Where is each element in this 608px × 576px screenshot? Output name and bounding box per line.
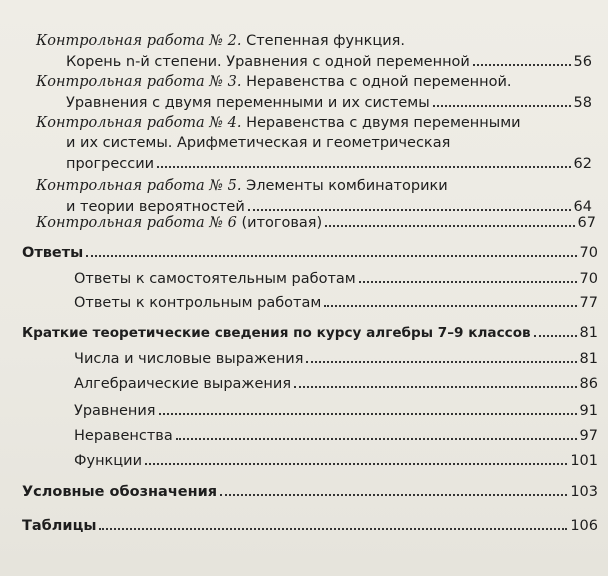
leader-dots (145, 450, 567, 465)
leader-dots (359, 268, 577, 283)
toc-entry-kr4[interactable] (36, 113, 592, 174)
page-number: 101 (570, 453, 598, 469)
leader-dots (220, 481, 567, 496)
toc-entry-answers-sr[interactable] (74, 268, 598, 289)
entry-label: Числа и числовые выражения (74, 351, 304, 367)
entry-title: Степенная функция. (241, 33, 406, 49)
leader-dots (534, 322, 577, 337)
page-number: 106 (570, 518, 598, 534)
page-number: 67 (577, 215, 596, 231)
entry-title: (итоговая) (236, 215, 323, 231)
toc-entry-numbers[interactable] (74, 348, 598, 369)
leader-dots (159, 400, 577, 415)
leader-dots (433, 92, 571, 107)
page-number: 70 (579, 271, 598, 287)
entry-title: Неравенства с двумя переменными (241, 115, 521, 131)
page-number: 97 (579, 428, 598, 444)
entry-label: Контрольная работа № 2. (36, 33, 242, 49)
page-number: 103 (570, 484, 598, 500)
entry-title-cont: Уравнения с двумя переменными и их системы (66, 95, 430, 111)
page-number: 81 (579, 351, 598, 367)
page-number: 77 (579, 295, 598, 311)
entry-label: Контрольная работа № 5. (36, 178, 242, 194)
page-number: 64 (573, 199, 592, 215)
leader-dots (306, 348, 576, 363)
entry-label: Контрольная работа № 6 (36, 215, 237, 231)
page-number: 70 (579, 245, 598, 261)
entry-label: Контрольная работа № 4. (36, 115, 242, 131)
leader-dots (248, 196, 571, 211)
toc-entry-tables[interactable] (22, 515, 598, 536)
leader-dots (324, 292, 576, 307)
page-number: 58 (573, 95, 592, 111)
leader-dots (176, 425, 577, 440)
toc-entry-kr6[interactable] (36, 212, 596, 233)
page-number: 62 (573, 156, 592, 172)
page-number: 81 (579, 325, 598, 341)
toc-entry-functions[interactable] (74, 450, 598, 471)
toc-entry-kr5[interactable] (36, 176, 592, 217)
entry-label: Контрольная работа № 3. (36, 74, 242, 90)
entry-label: Алгебраические выражения (74, 376, 292, 392)
entry-label: Ответы к контрольным работам (74, 295, 322, 311)
entry-title-cont: Корень n-й степени. Уравнения с одной переменной (66, 54, 470, 70)
leader-dots (99, 515, 567, 530)
entry-label: Краткие теоретические сведения по курсу алгебры 7–9 классов (22, 325, 531, 341)
toc-entry-inequalities[interactable] (74, 425, 598, 446)
entry-title: Элементы комбинаторики (241, 178, 448, 194)
page-number: 86 (579, 376, 598, 392)
toc-entry-equations[interactable] (74, 400, 598, 421)
leader-dots (157, 153, 570, 168)
entry-label: Ответы (22, 245, 84, 261)
toc-entry-answers-kr[interactable] (74, 292, 598, 313)
entry-title-cont: прогрессии (66, 156, 155, 172)
entry-label: Неравенства (74, 428, 173, 444)
entry-title-cont: и их системы. Арифметическая и геометрическая (66, 135, 451, 151)
leader-dots (473, 51, 571, 66)
leader-dots (294, 373, 577, 388)
entry-label: Уравнения (74, 403, 156, 419)
toc-entry-kr3[interactable] (36, 72, 592, 113)
entry-title: Неравенства с одной переменной. (241, 74, 512, 90)
entry-title-cont: и теории вероятностей (66, 199, 245, 215)
leader-dots (86, 242, 576, 257)
page-number: 56 (573, 54, 592, 70)
toc-entry-algebraic[interactable] (74, 373, 598, 394)
entry-label: Ответы к самостоятельным работам (74, 271, 356, 287)
entry-label: Условные обозначения (22, 484, 218, 500)
entry-label: Таблицы (22, 518, 97, 534)
toc-entry-theory[interactable] (22, 322, 598, 343)
entry-label: Функции (74, 453, 143, 469)
page-number: 91 (579, 403, 598, 419)
toc-entry-answers[interactable] (22, 242, 598, 263)
toc-entry-notation[interactable] (22, 481, 598, 502)
leader-dots (325, 212, 574, 227)
toc-entry-kr2[interactable] (36, 31, 592, 72)
